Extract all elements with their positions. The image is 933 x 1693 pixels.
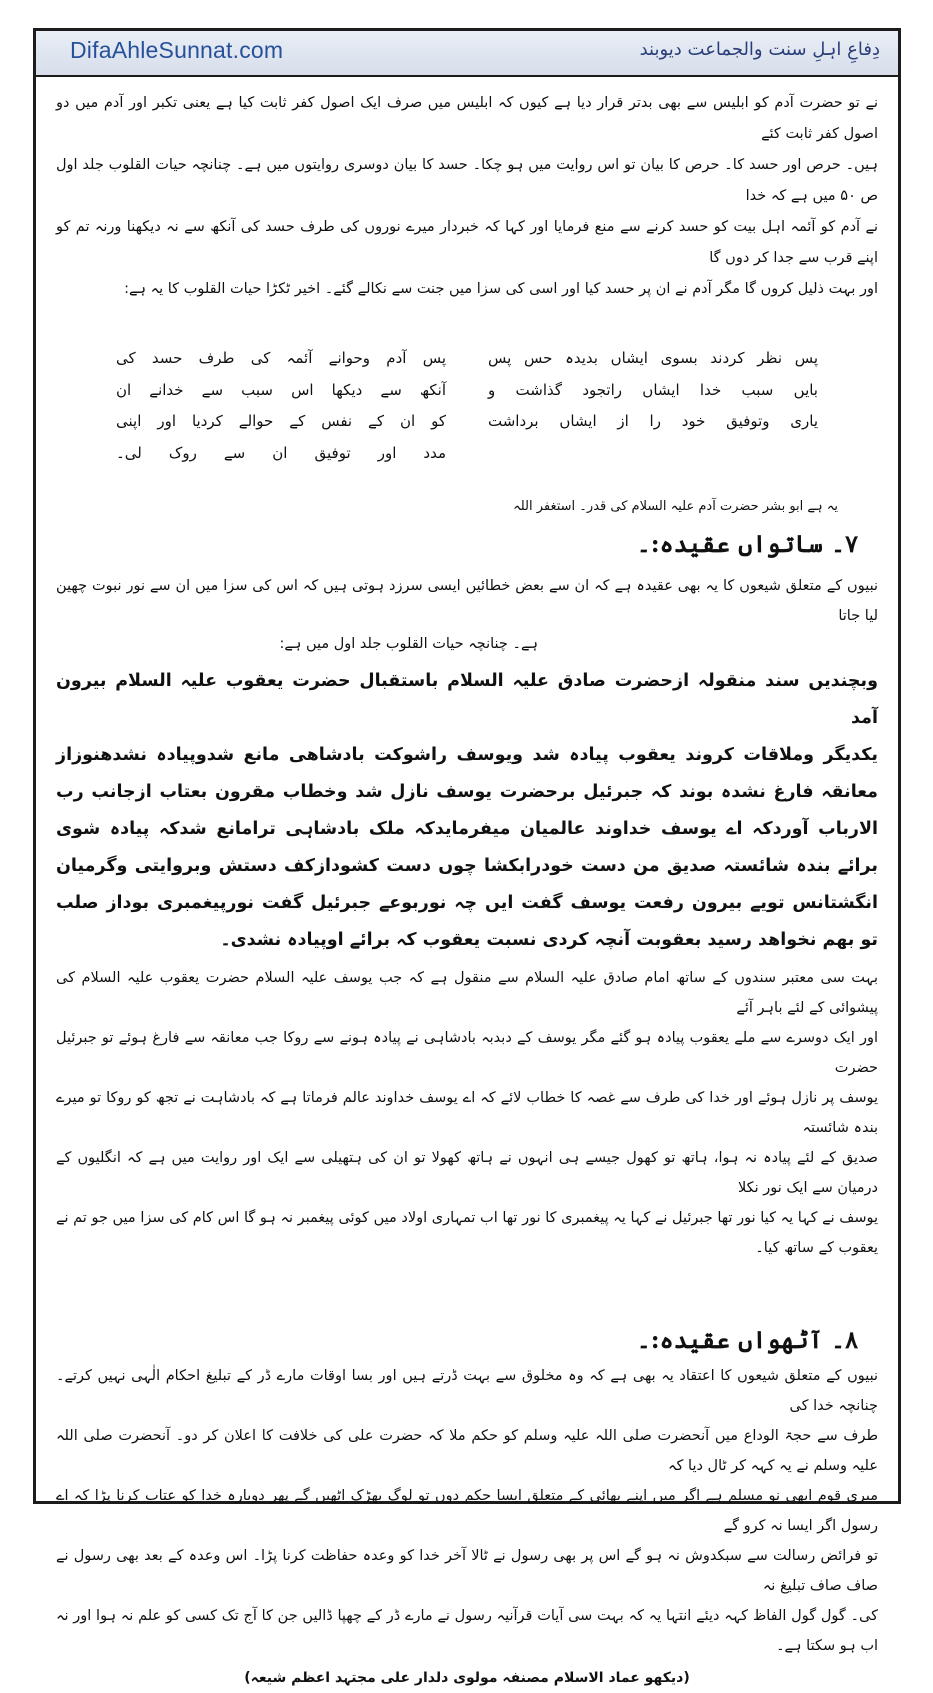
quote-line: الارباب آوردکہ اے یوسف خداوند عالمیان میفرمایدکہ ملک بادشاہی ترامانع شدکہ پیادہ شوی [56, 819, 878, 839]
source-reference: (دیکھو عماد الاسلام مصنفہ مولوی دلدار علی مجتہد اعظم شیعہ) [244, 1670, 690, 1686]
quote-line: یکدیگر وملاقات کروند یعقوب پیادہ شد ویوسف راشوکت بادشاھی مانع شدوپیادہ نشدھنوزاز [56, 745, 878, 765]
verse-line: بایں سبب خدا ایشاں راتجود گذاشت و [488, 380, 818, 399]
text-line: نبیوں کے متعلق شیعوں کا اعتقاد یہ بھی ہے کہ وہ مخلوق سے بہت ڈرتے ہیں اور بسا اوقات مارے ڈر کے تبلیغ احکام الٰہی نہیں کرتے۔ چنانچہ خدا کی [56, 1368, 878, 1414]
text-line: نے آدم کو آئمہ اہل بیت کو حسد کرنے سے منع فرمایا اور کہا کہ خبردار میرے نوروں کی طرف حسد کی آنکھ سے نہ دیکھنا ورنہ تم کو اپنے قرب سے جدا کر دوں گا [56, 219, 878, 266]
quote-line: برائے بندہ شائستہ صدیق من دست خودرابکشا چوں دست کشودازکف دستش وبروایتی وگرمیان [56, 856, 878, 876]
page-header [36, 31, 898, 77]
text-line: بہت سی معتبر سندوں کے ساتھ امام صادق علیہ السلام سے منقول ہے کہ جب یوسف علیہ السلام حضرت یعقوب علیہ السلام کی پیشوائی کے لئے باہر آئے [56, 970, 878, 1016]
quoted-verse-block [56, 343, 878, 483]
verse-line: آنکھ سے دیکھا اس سبب سے خدانے ان [116, 380, 446, 399]
verse-line: پس نظر کردند بسوی ایشاں بدیدہ حس پس [488, 349, 818, 367]
text-line: میری قوم ابھی نو مسلم ہے اگر میں اپنے بھائی کے متعلق ایسا حکم دوں تو لوگ بھڑک اٹھیں گے پھر دوبارہ خدا کو عتاب کرنا پڑا کہ اے رسول اگر ایسا نہ کرو گے [56, 1488, 878, 1534]
persian-quote [56, 663, 878, 959]
section-8-heading: ۸۔ آٹھواں عقیدہ:۔ [636, 1325, 858, 1354]
text-line: اور بہت ذلیل کروں گا مگر آدم نے ان پر حسد کیا اور اسی کی سزا میں جنت سے نکالے گئے۔ اخیر ٹکڑا حیات القلوب کا یہ ہے: [124, 281, 878, 297]
author-note: یہ ہے ابو بشر حضرت آدم علیہ السلام کی قدر۔ استغفر اللہ [513, 499, 838, 514]
verse-line: کو ان کے نفس کے حوالے کردیا اور اپنی [116, 412, 446, 430]
text-line: کی۔ گول گول الفاظ کہہ دیئے انتہا یہ کہ بہت سی آیات قرآنیہ رسول نے مارے ڈر کے چھپا ڈالیں جن کا آج تک کسی کو علم نہ ہوا اور نہ اب ہو سکتا ہے۔ [56, 1608, 878, 1654]
section-7-source: ہے۔ چنانچہ حیات القلوب جلد اول میں ہے: [279, 636, 538, 652]
quote-line: تو بھم نخواهد رسید بعقوبت آنچہ کردی نسبت یعقوب کہ برائے اوپیادہ نشدی۔ [220, 930, 878, 950]
verse-line: مدد اور توفیق ان سے روک لی۔ [116, 443, 446, 462]
urdu-translation-verse [116, 343, 446, 469]
document-body [56, 88, 878, 1693]
text-line: یوسف نے کہا یہ کیا نور تھا جبرئیل نے کہا یہ پیغمبری کا نور تھا اب تمہاری اولاد میں کوئی پیغمبر نہ ہو گا اس کام کی سزا میں جو تم نے یعقوب کے ساتھ کیا۔ [56, 1210, 878, 1256]
quote-line: انگشتانس تویے بیرون رفعت یوسف گفت ایں چہ نوربوعے جبرئیل گفت نورپیغمبری بوداز صلب [56, 893, 878, 913]
text-line: تو فرائض رسالت سے سبکدوش نہ ہو گے اس پر بھی رسول نے ٹالا آخر خدا کو وعدہ حفاظت کرنا پڑا۔ اس وعدہ کے بعد بھی رسول نے صاف صاف تبلیغ نہ [56, 1548, 878, 1594]
verse-line: یاری وتوفیق خود را از ایشاں برداشت [488, 412, 818, 430]
text-line: نے تو حضرت آدم کو ابلیس سے بھی بدتر قرار دیا ہے کیوں کہ ابلیس میں صرف ایک اصول کفر ثابت کیا ہے یعنی تکبر اور آدم میں دو اصول کفر ثابت کئے [56, 95, 878, 142]
verse-line: پس آدم وحوانے آئمہ کی طرف حسد کی [116, 349, 446, 367]
section-7-intro: نبیوں کے متعلق شیعوں کا یہ بھی عقیدہ ہے کہ ان سے بعض خطائیں ایسی سرزد ہوتی ہیں کہ اس کی سزا میں ان سے نور نبوت چھین لیا جاتا [56, 578, 878, 624]
intro-paragraph [56, 88, 878, 305]
text-line: یوسف پر نازل ہوئے اور خدا کی طرف سے غصہ کا خطاب لائے کہ اے یوسف خداوند عالم فرماتا ہے کہ بادشاہت نے تجھ کو روکا تو میرے بندہ شائستہ [56, 1090, 878, 1136]
text-line: اور ایک دوسرے سے ملے یعقوب پیادہ ہو گئے مگر یوسف کے دبدبہ بادشاہی نے پیادہ ہونے سے روکا جب معانقہ سے فارغ ہوئے تو جبرئیل حضرت [56, 1030, 878, 1076]
text-line: صدیق کے لئے پیادہ نہ ہوا، ہاتھ تو کھول جیسے ہی انہوں نے ہاتھ کھولا تو ان کی ہتھیلی سے ایک اور روایت میں ہے کہ انگلیوں کے درمیان سے ایک نور نکلا [56, 1150, 878, 1196]
quote-line: معانقہ فارغ نشدہ بوند کہ جبرئیل برحضرت یوسف نازل شد وخطاب مقرون بعتاب ازجانب رب [56, 782, 878, 802]
section-7-heading: ۷۔ ساتواں عقیدہ:۔ [636, 529, 858, 558]
text-line: طرف سے حجۃ الوداع میں آنحضرت صلی اللہ علیہ وسلم کو حکم ملا کہ حضرت علی کی خلافت کا اعلان کر دو۔ آنحضرت صلی اللہ علیہ وسلم نے یہ کہہ کر ٹال دیا کہ [56, 1428, 878, 1474]
quote-line: وبچندیں سند منقولہ ازحضرت صادق علیہ السلام باستقبال حضرت یعقوب علیہ السلام بیرون آمد [56, 671, 878, 728]
site-title: دِفاعِ اہلِ سنت والجماعت دیوبند [639, 39, 880, 60]
persian-verse [488, 343, 818, 438]
text-line: ہیں۔ حرص اور حسد کا۔ حرص کا بیان تو اس روایت میں ہو چکا۔ حسد کا بیان دوسری روایتوں میں ہے۔ چنانچہ حیات القلوب جلد اول ص ۵۰ میں ہے کہ خدا [56, 157, 878, 204]
site-url-link[interactable]: DifaAhleSunnat.com [70, 37, 284, 63]
section-7-translation [56, 963, 878, 1263]
section-8-paragraph [56, 1361, 878, 1661]
